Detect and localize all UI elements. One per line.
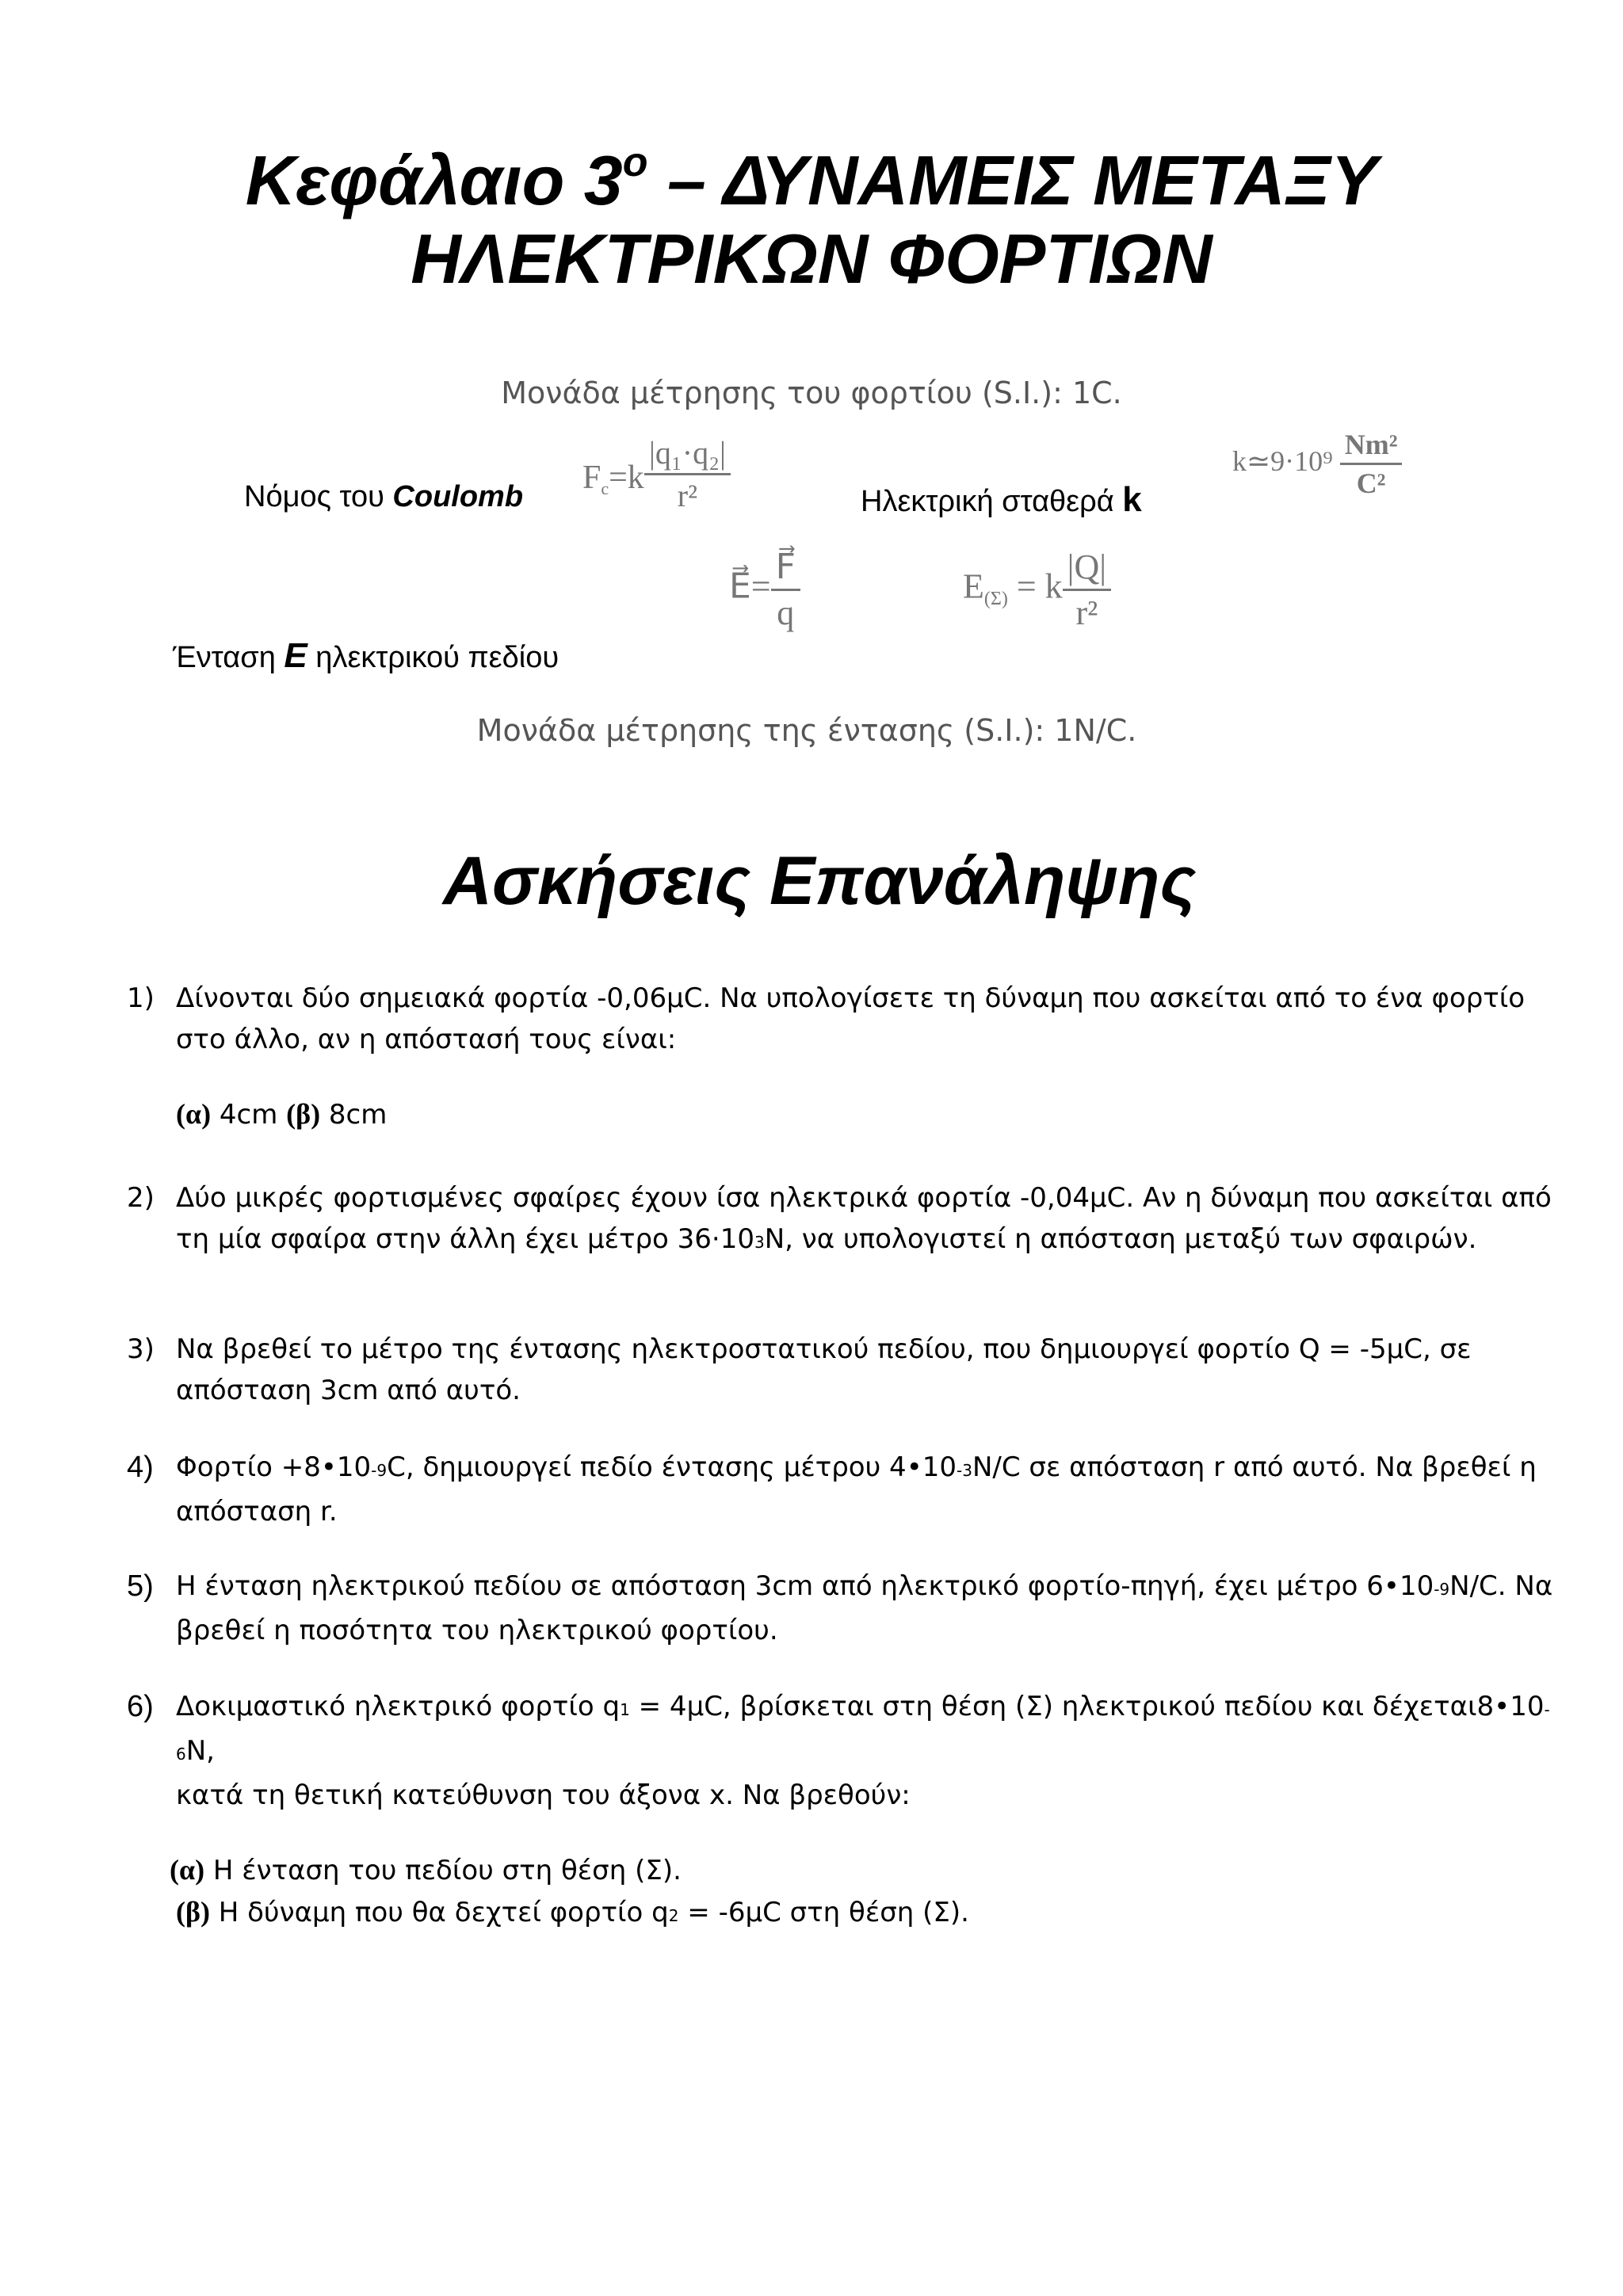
exercise-3: 3) Να βρεθεί το μέτρο της έντασης ηλεκτροστατικού πεδίου, που δημιουργεί φορτίο Q = -5μC, σε απόσταση 3cm από αυτό.	[127, 1333, 1472, 1406]
title-line-2: ΗΛΕΚΤΡΙΚΩΝ ΦΟΡΤΙΩΝ	[411, 219, 1212, 299]
coulomb-formula: Fc=k $\frac{\text{|q₁·q₂|}}{\text{r²}}$	[582, 441, 731, 521]
electric-constant-formula: k≃9·10⁹ $\frac{\text{Nm²}}{\text{C²}}$	[1232, 428, 1402, 500]
exercise-1: 1) Δίνονται δύο σημειακά φορτία -0,06μC. Να υπολογίσετε τη δύναμη που ασκείται από το ένα φορτίο στο άλλο, αν η απόστασή τους είναι: (α) 4cm (β) 8cm	[127, 982, 1526, 1131]
field-unit-text: Μονάδα μέτρησης της έντασης (S.I.): 1N/C.	[476, 713, 1137, 748]
exercise-6: 6) Δοκιμαστικό ηλεκτρικό φορτίο q1 = 4μC, βρίσκεται στη θέση (Σ) ηλεκτρικού πεδίου και δέχεται8•10-6N, κατά τη θετική κατεύθυνση του άξονα x. Να βρεθούν: (α) Η ένταση του πεδίου στη θέση (Σ). (β) Η δύναμη που θα δεχτεί φορτίο q2 = -6μC στη θέση (Σ).	[127, 1690, 1550, 1928]
charge-unit-text: Μονάδα μέτρησης του φορτίου (S.I.): 1C.	[501, 376, 1122, 410]
exercise-2: 2) Δύο μικρές φορτισμένες σφαίρες έχουν ίσα ηλεκτρικά φορτία -0,04μC. Αν η δύναμη που ασκείται από τη μία σφαίρα στην άλλη έχει μέτρο 36·103N, να υπολογιστεί η απόσταση μεταξύ των σφαιρών.	[127, 1182, 1552, 1255]
coulomb-law-label: Νόμος του Coulomb	[244, 480, 524, 513]
exercises-title: Ασκήσεις Επανάληψης	[442, 843, 1197, 919]
electric-constant-label: Ηλεκτρική σταθερά k	[861, 480, 1142, 519]
exercise-4: 4) Φορτίο +8•10-9C, δημιουργεί πεδίο έντασης μέτρου 4•10-3N/C σε απόσταση r από αυτό. Να βρεθεί η απόσταση r.	[127, 1451, 1537, 1527]
page-title	[0, 141, 1623, 299]
title-line-1: Κεφάλαιο $3^o$ – ΔΥΝΑΜΕΙΣ ΜΕΤΑΞΥ	[245, 139, 1378, 219]
point-charge-field-formula: E(Σ) = k $\frac{|Q|}{\text{r²}}$	[963, 547, 1111, 633]
electric-field-label: Ένταση E ηλεκτρικού πεδίου	[173, 636, 559, 675]
exercise-5: 5) Η ένταση ηλεκτρικού πεδίου σε απόσταση 3cm από ηλεκτρικό φορτίο-πηγή, έχει μέτρο 6•10-9N/C. Να βρεθεί η ποσότητα του ηλεκτρικού φορτίου.	[127, 1569, 1553, 1646]
field-definition-formula: E⃗= $\frac{F⃗}{q}$	[729, 547, 800, 633]
